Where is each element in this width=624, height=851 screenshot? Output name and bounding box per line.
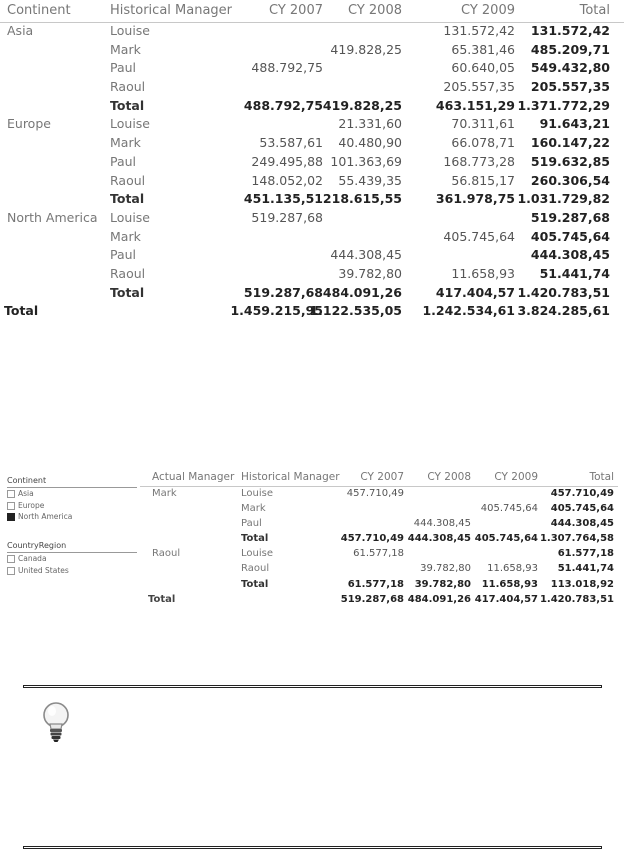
cell-cy2009: 11.658,93 [487,563,538,575]
cell-cy2009: 405.745,64 [474,533,538,545]
cell-cy2009: 11.658,93 [451,265,515,281]
matrix-body [140,486,618,607]
cell-cy2009: 66.078,71 [451,135,515,151]
cell-cy2009: 60.640,05 [451,60,515,76]
cell-total: 51.441,74 [557,563,614,575]
subtotal-label[interactable]: Total [110,284,145,300]
actual-manager-label[interactable]: Raoul [152,548,181,560]
header-cy2009[interactable]: CY 2009 [460,3,515,18]
manager-label[interactable]: Louise [110,116,150,132]
manager-label[interactable]: Paul [110,153,137,169]
header-cy2008[interactable]: CY 2008 [427,471,471,483]
grand-total-cy2008: 484.091,26 [407,593,471,605]
cell-total: 519.632,85 [530,153,610,169]
manager-label[interactable]: Mark [110,41,141,57]
cell-total: 61.577,18 [557,548,614,560]
table-row [0,246,624,265]
cell-cy2007: 488.792,75 [243,97,323,113]
manager-label[interactable]: Raoul [110,172,146,188]
cell-cy2009: 205.557,35 [443,79,515,95]
checkbox[interactable] [7,513,15,521]
table-row [0,172,624,191]
manager-label[interactable]: Mark [110,228,141,244]
grand-total-cy2008: 1.122.535,05 [309,303,402,319]
cell-cy2008: 444.308,45 [413,518,471,530]
manager-label[interactable]: Louise [110,23,150,38]
cell-cy2009: 70.311,61 [451,116,515,132]
cell-total: 131.572,42 [530,23,610,38]
slicer-item[interactable] [7,488,137,500]
slicer-title: CountryRegion [7,541,137,553]
subtotal-label[interactable]: Total [110,191,145,207]
slicer-title: Continent [7,476,137,488]
checkbox[interactable] [7,555,15,563]
subtotal-row [0,284,624,303]
subtotal-row [140,531,618,546]
tip-bottom-rule [23,846,602,849]
cell-cy2007: 457.710,49 [340,533,404,545]
cell-cy2009: 405.745,64 [443,228,515,244]
cell-cy2009: 65.381,46 [451,41,515,57]
cell-cy2007: 457.710,49 [346,488,404,499]
cell-total: 160.147,22 [530,135,610,151]
cell-cy2008: 39.782,80 [414,578,471,590]
cell-cy2007: 249.495,88 [251,153,323,169]
grand-total-row [0,302,624,321]
cell-total: 1.307.764,58 [539,533,614,545]
table-row [140,501,618,516]
historical-manager-label[interactable]: Louise [241,488,273,499]
cell-cy2009: 463.151,29 [435,97,515,113]
checkbox[interactable] [7,567,15,575]
cell-cy2008: 55.439,35 [338,172,402,188]
continent-slicer [7,476,137,523]
cell-total: 519.287,68 [530,209,610,225]
cell-total: 91.643,21 [539,116,610,132]
table-row [0,41,624,60]
matrix-header-row [140,469,618,487]
grand-total-row [140,592,618,607]
historical-manager-label[interactable]: Raoul [241,563,270,575]
table-row [0,228,624,247]
manager-label[interactable]: Louise [110,209,150,225]
cell-total: 1.420.783,51 [517,284,610,300]
cell-total: 260.306,54 [530,172,610,188]
cell-cy2008: 218.615,55 [322,191,402,207]
cell-cy2008: 40.480,90 [338,135,402,151]
cell-cy2009: 405.745,64 [480,503,538,515]
cell-cy2008: 21.331,60 [338,116,402,132]
subtotal-row [140,577,618,592]
cell-cy2008: 484.091,26 [322,284,402,300]
manager-label[interactable]: Paul [110,60,137,76]
cell-cy2007: 53.587,61 [259,135,323,151]
subtotal-row [0,97,624,116]
slicer-item[interactable] [7,511,137,523]
header-total[interactable]: Total [579,3,610,18]
slicer-item-label: Canada [18,554,47,563]
header-continent[interactable]: Continent [7,3,71,18]
slicer-item[interactable] [7,500,137,512]
header-cy2009[interactable]: CY 2009 [494,471,538,483]
continent-label[interactable]: Europe [7,116,51,132]
tip-top-rule [23,685,602,688]
grand-total-total: 1.420.783,51 [539,593,614,605]
slicer-items [7,488,137,523]
grand-total-label: Total [4,303,39,319]
matrix-body [0,22,624,321]
cell-cy2008: 444.308,45 [330,247,402,263]
slicer-item-label: Europe [18,500,45,510]
header-cy2008[interactable]: CY 2008 [347,3,402,18]
subtotal-label[interactable]: Total [241,578,269,590]
cell-total: 51.441,74 [539,265,610,281]
cell-total: 444.308,45 [550,518,614,530]
slicer-items [7,553,137,576]
cell-cy2009: 56.815,17 [451,172,515,188]
checkbox[interactable] [7,490,15,498]
table-row [0,134,624,153]
slicer-item[interactable] [7,553,137,565]
grand-total-total: 3.824.285,61 [517,303,610,319]
country-region-slicer [7,541,137,576]
cell-cy2008: 39.782,80 [420,563,471,575]
matrix-header-row [0,0,624,23]
cell-cy2007: 519.287,68 [243,284,323,300]
historical-manager-label[interactable]: Paul [241,518,262,530]
cell-cy2009: 131.572,42 [443,23,515,38]
cell-total: 113.018,92 [550,578,614,590]
cell-cy2008: 444.308,45 [407,533,471,545]
table-row [0,22,624,41]
table-row [0,153,624,172]
slicer-item-label: North America [18,512,73,521]
cell-total: 1.371.772,29 [517,97,610,113]
historical-manager-label[interactable]: Mark [241,503,266,515]
cell-total: 405.745,64 [530,228,610,244]
header-actual-manager[interactable]: Actual Manager [152,471,235,483]
table-row [140,561,618,576]
table-row [140,546,618,561]
cell-cy2008: 419.828,25 [330,41,402,57]
manager-label[interactable]: Mark [110,135,141,151]
lightbulb-icon [40,700,72,744]
header-total[interactable]: Total [589,471,614,483]
cell-total: 549.432,80 [530,60,610,76]
grand-total-cy2007: 1.459.215,95 [230,303,323,319]
subtotal-row [0,190,624,209]
slicer-item-label: United States [18,565,69,575]
header-cy2007[interactable]: CY 2007 [360,471,404,483]
table-row [140,486,618,501]
cell-cy2009: 11.658,93 [481,578,538,590]
cell-cy2009: 168.773,28 [443,153,515,169]
header-historical-manager[interactable]: Historical Manager [241,471,340,483]
continent-label[interactable]: Asia [7,23,34,38]
cell-cy2008: 101.363,69 [330,153,402,169]
actual-manager-label[interactable]: Mark [152,488,177,499]
slicer-item-label: Asia [18,489,34,498]
grand-total-label: Total [148,593,176,605]
manager-label[interactable]: Paul [110,247,137,263]
cell-total: 405.745,64 [550,503,614,515]
grand-total-cy2009: 1.242.534,61 [422,303,515,319]
cell-total: 444.308,45 [530,247,610,263]
subtotal-label[interactable]: Total [110,97,145,113]
manager-label[interactable]: Raoul [110,265,146,281]
cell-total: 485.209,71 [530,41,610,57]
cell-cy2007: 519.287,68 [251,209,323,225]
table-row [0,115,624,134]
cell-cy2009: 417.404,57 [435,284,515,300]
table-row [0,209,624,228]
cell-cy2008: 39.782,80 [338,265,402,281]
slicer-item[interactable] [7,565,137,577]
checkbox[interactable] [7,502,15,510]
cell-cy2009: 361.978,75 [435,191,515,207]
table-row [0,59,624,78]
cell-total: 205.557,35 [530,79,610,95]
header-cy2007[interactable]: CY 2007 [268,3,323,18]
table-row [140,516,618,531]
cell-total: 457.710,49 [550,488,614,499]
cell-cy2008: 419.828,25 [322,97,402,113]
table-row [0,78,624,97]
grand-total-cy2007: 519.287,68 [340,593,404,605]
cell-cy2007: 488.792,75 [251,60,323,76]
continent-label[interactable]: North America [7,209,98,225]
cell-cy2007: 61.577,18 [347,578,404,590]
cell-cy2007: 61.577,18 [353,548,404,560]
subtotal-label[interactable]: Total [241,533,269,545]
cell-total: 1.031.729,82 [517,191,610,207]
manager-label[interactable]: Raoul [110,79,146,95]
table-row [0,265,624,284]
grand-total-cy2009: 417.404,57 [474,593,538,605]
header-historical-manager[interactable]: Historical Manager [110,3,233,18]
cell-cy2007: 451.135,51 [243,191,323,207]
historical-manager-label[interactable]: Louise [241,548,273,560]
cell-cy2007: 148.052,02 [251,172,323,188]
